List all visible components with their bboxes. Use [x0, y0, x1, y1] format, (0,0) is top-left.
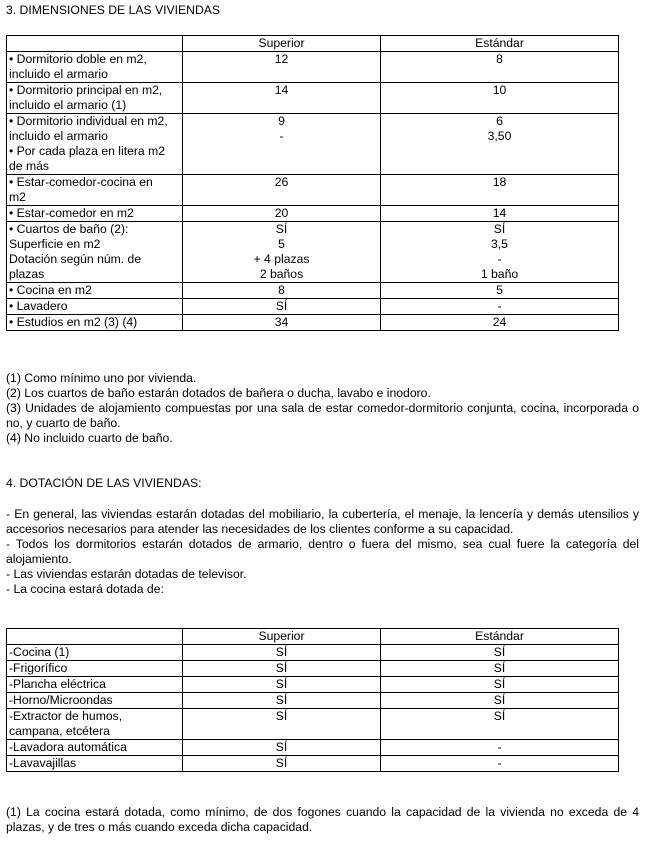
estandar-value: [381, 709, 619, 740]
table-row: [7, 756, 619, 772]
table-row: [7, 740, 619, 756]
superior-value-line: 14: [274, 83, 289, 97]
row-label: [7, 315, 183, 331]
table-row: [7, 283, 619, 299]
section-3-title: 3. DIMENSIONES DE LAS VIVIENDAS: [6, 3, 221, 17]
table-row: [7, 114, 619, 175]
table-header-row: [7, 36, 619, 52]
row-label-line: -Lavavajillas: [9, 756, 77, 770]
estandar-value-line: -: [497, 740, 502, 754]
superior-value-line: 20: [274, 206, 289, 220]
estandar-value-line: SÍ: [493, 677, 506, 691]
estandar-value: [381, 315, 619, 331]
superior-value: [183, 52, 381, 83]
table-row: [7, 315, 619, 331]
superior-value-line: SÍ: [275, 645, 288, 659]
row-label-line: incluido el armario: [9, 67, 108, 81]
row-label-line: -Extractor de humos,: [9, 709, 123, 723]
row-label: [7, 206, 183, 222]
superior-value: [183, 677, 381, 693]
superior-value: [183, 645, 381, 661]
row-label-line: -Plancha eléctrica: [9, 677, 106, 691]
row-label-line: • Por cada plaza en litera m2: [9, 144, 166, 158]
estandar-value-line: SÍ: [493, 693, 506, 707]
estandar-value-line: -: [497, 252, 502, 266]
superior-value-line: -: [279, 129, 284, 143]
table-row: [7, 83, 619, 114]
estandar-value: [381, 661, 619, 677]
row-label: [7, 222, 183, 283]
estandar-value: [381, 693, 619, 709]
row-label: [7, 645, 183, 661]
footnote: (4) No incluido cuarto de baño.: [6, 431, 173, 445]
superior-value-line: 34: [274, 315, 289, 329]
estandar-value-line: 24: [492, 315, 507, 329]
row-label: [7, 756, 183, 772]
row-label-line: • Estar-comedor-cocina en: [9, 175, 153, 189]
row-label-line: -Horno/Microondas: [9, 693, 113, 707]
kitchen-notes: [6, 805, 639, 835]
table-row: [7, 693, 619, 709]
estandar-value-line: 3,5: [491, 237, 508, 251]
table-row: [7, 175, 619, 206]
paragraph: - Las viviendas estarán dotadas de televisor.: [6, 567, 247, 581]
superior-value: [183, 661, 381, 677]
superior-value-line: SÍ: [275, 693, 288, 707]
estandar-value: [381, 645, 619, 661]
superior-value: [183, 709, 381, 740]
table-row: [7, 677, 619, 693]
estandar-value-line: 1 baño: [480, 267, 519, 281]
superior-value-line: SÍ: [275, 740, 288, 754]
row-label-line: • Estar-comedor en m2: [9, 206, 134, 220]
row-label: [7, 677, 183, 693]
row-label: [7, 661, 183, 677]
row-label: [7, 283, 183, 299]
row-label-line: • Lavadero: [9, 299, 68, 313]
estandar-value-line: 10: [492, 83, 507, 97]
superior-value: [183, 693, 381, 709]
table-header-row: [7, 629, 619, 645]
table-row: [7, 661, 619, 677]
superior-value: [183, 283, 381, 299]
estandar-value-line: 18: [492, 175, 507, 189]
estandar-value-line: 6: [496, 114, 503, 128]
row-label-line: • Dormitorio principal en m2,: [9, 83, 163, 97]
superior-value-line: SÍ: [275, 677, 288, 691]
row-label-line: Dotación según núm. de: [9, 252, 142, 266]
paragraph: - Todos los dormitorios estarán dotados de armario, dentro o fuera del mismo, sea cual fuere la categoría del alojamiento.: [6, 537, 639, 566]
row-label-line: • Dormitorio doble en m2,: [9, 52, 147, 66]
row-label: [7, 299, 183, 315]
row-label: [7, 83, 183, 114]
superior-value: [183, 114, 381, 175]
table-row: [7, 52, 619, 83]
estandar-value: [381, 299, 619, 315]
row-label: [7, 709, 183, 740]
row-label: [7, 52, 183, 83]
row-label-line: • Dormitorio individual en m2,: [9, 114, 168, 128]
superior-value: [183, 83, 381, 114]
superior-value-line: 2 baños: [259, 267, 304, 281]
table-row: [7, 299, 619, 315]
column-header: [7, 629, 183, 645]
column-header: Superior: [183, 36, 381, 52]
estandar-value-line: SÍ: [493, 645, 506, 659]
estandar-value-line: 3,50: [487, 129, 512, 143]
estandar-value-line: SÍ: [493, 661, 506, 675]
dimensions-notes: [6, 371, 639, 446]
table-row: [7, 222, 619, 283]
column-header: Superior: [183, 629, 381, 645]
superior-value-line: 5: [278, 237, 285, 251]
estandar-value: [381, 114, 619, 175]
row-label-line: • Estudios en m2 (3) (4): [9, 315, 138, 329]
superior-value-line: + 4 plazas: [253, 252, 310, 266]
estandar-value: [381, 222, 619, 283]
superior-value: [183, 740, 381, 756]
kitchen-equipment-table: [6, 628, 619, 772]
footnote: (3) Unidades de alojamiento compuestas por una sala de estar comedor-dormitorio conjunta, cocina, incorporada o no, y cuarto de baño.: [6, 401, 639, 430]
equipment-paragraphs: [6, 507, 639, 597]
section-4-title: 4. DOTACIÓN DE LAS VIVIENDAS:: [6, 476, 202, 490]
dimensions-table: [6, 35, 619, 331]
column-header: Estándar: [381, 36, 619, 52]
row-label: [7, 740, 183, 756]
estandar-value: [381, 175, 619, 206]
superior-value-line: SÍ: [275, 222, 288, 236]
row-label-line: incluido el armario (1): [9, 98, 127, 112]
column-header: Estándar: [381, 629, 619, 645]
footnote: (1) Como mínimo uno por vivienda.: [6, 371, 197, 385]
estandar-value-line: -: [497, 299, 502, 313]
estandar-value: [381, 283, 619, 299]
row-label-line: • Cocina en m2: [9, 283, 92, 297]
footnote: (2) Los cuartos de baño estarán dotados de bañera o ducha, lavabo e inodoro.: [6, 386, 431, 400]
row-label-line: m2: [9, 190, 26, 204]
estandar-value-line: 5: [496, 283, 503, 297]
row-label: [7, 693, 183, 709]
row-label-line: -Cocina (1): [9, 645, 70, 659]
estandar-value: [381, 52, 619, 83]
table-row: [7, 645, 619, 661]
row-label-line: • Cuartos de baño (2):: [9, 222, 129, 236]
estandar-value: [381, 740, 619, 756]
estandar-value-line: 8: [496, 52, 503, 66]
estandar-value: [381, 677, 619, 693]
superior-value: [183, 299, 381, 315]
superior-value-line: 12: [274, 52, 289, 66]
superior-value-line: 8: [278, 283, 285, 297]
superior-value-line: SÍ: [275, 756, 288, 770]
estandar-value-line: 14: [492, 206, 507, 220]
superior-value-line: SÍ: [275, 661, 288, 675]
estandar-value: [381, 756, 619, 772]
superior-value: [183, 315, 381, 331]
superior-value: [183, 756, 381, 772]
estandar-value-line: SÍ: [493, 222, 506, 236]
superior-value-line: SÍ: [275, 709, 288, 723]
row-label: [7, 175, 183, 206]
estandar-value: [381, 206, 619, 222]
paragraph: - En general, las viviendas estarán dotadas del mobiliario, la cubertería, el menaje, la lencería y demás utensilios y accesorios necesarios para atender las necesidades de los clientes conforme a su capacidad.: [6, 507, 639, 536]
estandar-value-line: SÍ: [493, 709, 506, 723]
row-label-line: plazas: [9, 267, 45, 281]
row-label-line: de más: [9, 159, 49, 173]
row-label-line: Superficie en m2: [9, 237, 101, 251]
superior-value-line: 9: [278, 114, 285, 128]
estandar-value: [381, 83, 619, 114]
superior-value: [183, 175, 381, 206]
superior-value: [183, 206, 381, 222]
superior-value-line: 26: [274, 175, 289, 189]
row-label-line: -Frigorífico: [9, 661, 68, 675]
row-label-line: -Lavadora automática: [9, 740, 127, 754]
row-label-line: campana, etcétera: [9, 724, 110, 738]
column-header: [7, 36, 183, 52]
superior-value: [183, 222, 381, 283]
estandar-value-line: -: [497, 756, 502, 770]
paragraph: - La cocina estará dotada de:: [6, 582, 164, 596]
table-row: [7, 206, 619, 222]
table-row: [7, 709, 619, 740]
superior-value-line: SÍ: [275, 299, 288, 313]
row-label: [7, 114, 183, 175]
row-label-line: incluido el armario: [9, 129, 108, 143]
footnote: (1) La cocina estará dotada, como mínimo, de dos fogones cuando la capacidad de la vivienda no exceda de 4 plazas, y de tres o más cuando exceda dicha capacidad.: [6, 805, 639, 834]
